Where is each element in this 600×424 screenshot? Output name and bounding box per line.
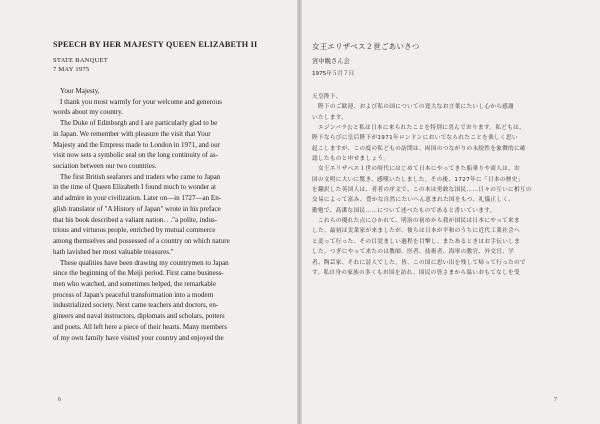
text-line: since the beginning of the Meiji period. First came business- xyxy=(53,269,224,278)
text-line: 陛下ならびに皇后陛下が1971年ロンドンにおいでなられたことを楽しく思い xyxy=(312,135,518,142)
text-line: 国の文明に大いに驚き、感嘆いたしました。その後、1727年に「日本の歴史」 xyxy=(312,176,524,183)
text-line: 勤勉で、高潔な国民……について述べたものであると書いています。 xyxy=(312,207,496,214)
text-line: エジンバラ公と私は日本に来られたことを特別に喜んでおります。私どもは、 xyxy=(318,125,526,132)
text-line: と変って行った、その目覚ましい過程を目撃し、またあるときはお手伝いしま xyxy=(312,238,521,245)
text-line: Majesty and the Empress made to London in 1971, and our xyxy=(53,140,220,149)
speech-body-japanese xyxy=(312,92,570,278)
text-line: Your Majesty, xyxy=(60,87,100,95)
text-line: in Japan. We remember with pleasure the visit that Your xyxy=(53,129,211,138)
text-line: of my own family have visited your country and enjoyed the xyxy=(53,333,224,342)
text-line: 交易によって富み、豊かな自然にたいへん恵まれた国をもつ、礼儀正しく、 xyxy=(312,197,515,204)
text-line: を翻訳した英国人は、者者の序文で、この本は勇敢な国民……日々の互いに相互の xyxy=(312,187,532,194)
text-line: process of Japan's peaceful transformation into a modern xyxy=(53,290,214,299)
text-line: in the time of Queen Elizabeth I found much to wonder at xyxy=(53,183,217,192)
text-line: that his book described a valiant nation. . ."a polite, indus- xyxy=(53,215,218,224)
occasion-label: STATE BANQUET xyxy=(53,57,109,64)
text-line: and poets. All left here a piece of their hearts. Many members xyxy=(53,322,227,331)
text-line: す。私自身の家族の多くもお国を訪れ、国民の皆さまから温いおもてなしを受 xyxy=(312,269,520,276)
text-line: した。つぎにやって来たのは教師、医者、技術者、海軍の教官、外交官、学 xyxy=(312,249,515,256)
speech-date: 7 MAY 1975 xyxy=(53,66,90,73)
text-line: gineers and naval instructors, diplomats and scholars, potters xyxy=(53,312,225,321)
text-line: trious and virtuous people, enriched by mutual commerce xyxy=(53,226,216,235)
speech-body-english xyxy=(53,86,289,343)
occasion-label-japanese: 宮中晩さん会 xyxy=(312,58,350,65)
text-line: glish translator of "A History of Japan" wrote in his preface xyxy=(53,204,221,213)
text-line: いたします。 xyxy=(312,114,348,121)
speech-heading: SPEECH BY HER MAJESTY QUEEN ELIZABETH II xyxy=(53,40,258,49)
text-line: 者、陶芸家、それに詩人でした。皆、この国に思い出を残して帰って行ったので xyxy=(312,259,526,266)
text-line: 陛下のご歓迎、および私の国についての寛大なお言葉にたいし心から感謝 xyxy=(318,104,515,111)
text-line: men who watched, and sometimes helped, the remarkable xyxy=(53,279,217,288)
text-line: これらの優れた点にひかれて、明治の初めから我が国民は日本にやって来ま xyxy=(318,218,520,225)
book-gutter xyxy=(297,0,302,424)
text-line: 起こしますが、この度の私どもの訪問は、両国のつながりの永続性を象徴的に確 xyxy=(312,145,526,152)
text-line: among themselves and possessed of a country on which nature xyxy=(53,237,230,246)
text-line: These qualities have been drawing my countrymen to Japan xyxy=(60,258,229,267)
text-line: sociation between our two countries. xyxy=(53,162,157,171)
text-line: I thank you most warmly for your welcome and generous xyxy=(60,97,222,106)
speech-heading-japanese: 女王エリザベス２世ごあいさつ xyxy=(312,42,420,51)
text-line: hath lavished her most valuable treasures." xyxy=(53,247,174,256)
text-line: 天皇陛下、 xyxy=(312,94,342,100)
text-line: The first British seafarers and traders who came to Japan xyxy=(60,172,221,181)
text-line: 女王エリザベス１世の時代にはじめて日本にやってきた船乗りや商人は、お xyxy=(318,166,520,173)
page-number-right: 7 xyxy=(554,397,557,403)
text-line: The Duke of Edinburgh and I are particularly glad to be xyxy=(60,119,218,128)
text-line: and admire in your civilization. Later on—in 1727—an En- xyxy=(53,194,222,203)
speech-date-japanese: 1975年５月７日 xyxy=(312,71,355,77)
text-line: visit now sets a symbolic seal on the long continuity of as- xyxy=(53,151,218,160)
text-line: words about my country. xyxy=(53,108,124,117)
text-line: industrialized society. Next came teachers and doctors, en- xyxy=(53,301,219,310)
page-number-left: 6 xyxy=(58,397,61,403)
text-line: 認したものと申せましょう。 xyxy=(312,156,390,163)
text-line: した。最初は実業家が来ましたが、彼らは日本が平和のうちに近代工業社会へ xyxy=(312,228,521,235)
